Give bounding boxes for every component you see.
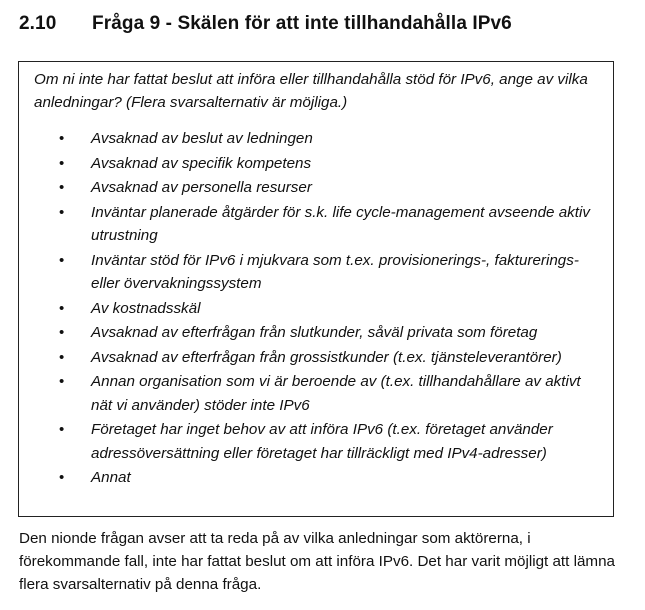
- list-item: [19, 201, 615, 248]
- list-item: [19, 297, 615, 321]
- section-number: 2.10: [19, 13, 57, 34]
- bullet-icon: •: [59, 130, 65, 147]
- option-label: Avsaknad av efterfrågan från grossistkunder (t.ex. tjänsteleverantörer): [91, 348, 562, 366]
- answer-options-list: [19, 127, 615, 491]
- option-label: Avsaknad av personella resurser: [91, 179, 312, 196]
- list-item: [19, 176, 615, 200]
- bullet-icon: •: [59, 421, 65, 438]
- bullet-icon: •: [59, 324, 65, 341]
- option-label: Avsaknad av specifik kompetens: [91, 154, 312, 172]
- bullet-icon: •: [59, 299, 65, 317]
- section-title: Fråga 9 - Skälen för att inte tillhandahålla IPv6: [92, 13, 512, 34]
- bullet-icon: •: [59, 154, 65, 172]
- list-item: [19, 127, 615, 151]
- list-item: [19, 249, 615, 296]
- option-label: Av kostnadsskäl: [91, 299, 201, 317]
- question-text: Om ni inte har fattat beslut att införa eller tillhandahålla stöd för IPv6, ange av vilka anledningar? (Flera svarsalternativ är möjliga.): [34, 71, 588, 111]
- option-label: Inväntar planerade åtgärder för s.k. life cycle-management avseende aktiv utrustning: [91, 203, 590, 244]
- bullet-icon: •: [59, 469, 65, 486]
- list-item: [19, 321, 615, 345]
- list-item: [19, 152, 615, 176]
- option-label: Företaget har inget behov av att införa IPv6 (t.ex. företaget använder adressöversättning eller företaget har tillräckligt med IPv4-adresser): [91, 421, 553, 462]
- bullet-icon: •: [59, 203, 65, 221]
- section-heading: [19, 13, 512, 35]
- list-item: [19, 370, 615, 417]
- list-item: [19, 346, 615, 370]
- bullet-icon: •: [59, 373, 65, 390]
- list-item: [19, 418, 615, 465]
- question-box: [18, 61, 614, 517]
- list-item: [19, 466, 615, 490]
- bullet-icon: •: [59, 179, 65, 196]
- option-label: Avsaknad av beslut av ledningen: [91, 130, 313, 147]
- bullet-icon: •: [59, 348, 65, 366]
- option-label: Avsaknad av efterfrågan från slutkunder, såväl privata som företag: [91, 324, 538, 341]
- bullet-icon: •: [59, 251, 65, 269]
- option-label: Annan organisation som vi är beroende av (t.ex. tillhandahållare av aktivt nät vi använder) stöder inte IPv6: [91, 373, 581, 414]
- explanation-paragraph: Den nionde frågan avser att ta reda på av vilka anledningar som aktörerna, i förekommande fall, inte har fattat beslut om att införa IPv6. Det har varit möjligt att lämna flera svarsalternativ på denna fråga.: [19, 530, 615, 593]
- option-label: Inväntar stöd för IPv6 i mjukvara som t.ex. provisionerings-, fakturerings- eller övervakningssystem: [91, 251, 579, 292]
- option-label: Annat: [91, 469, 131, 486]
